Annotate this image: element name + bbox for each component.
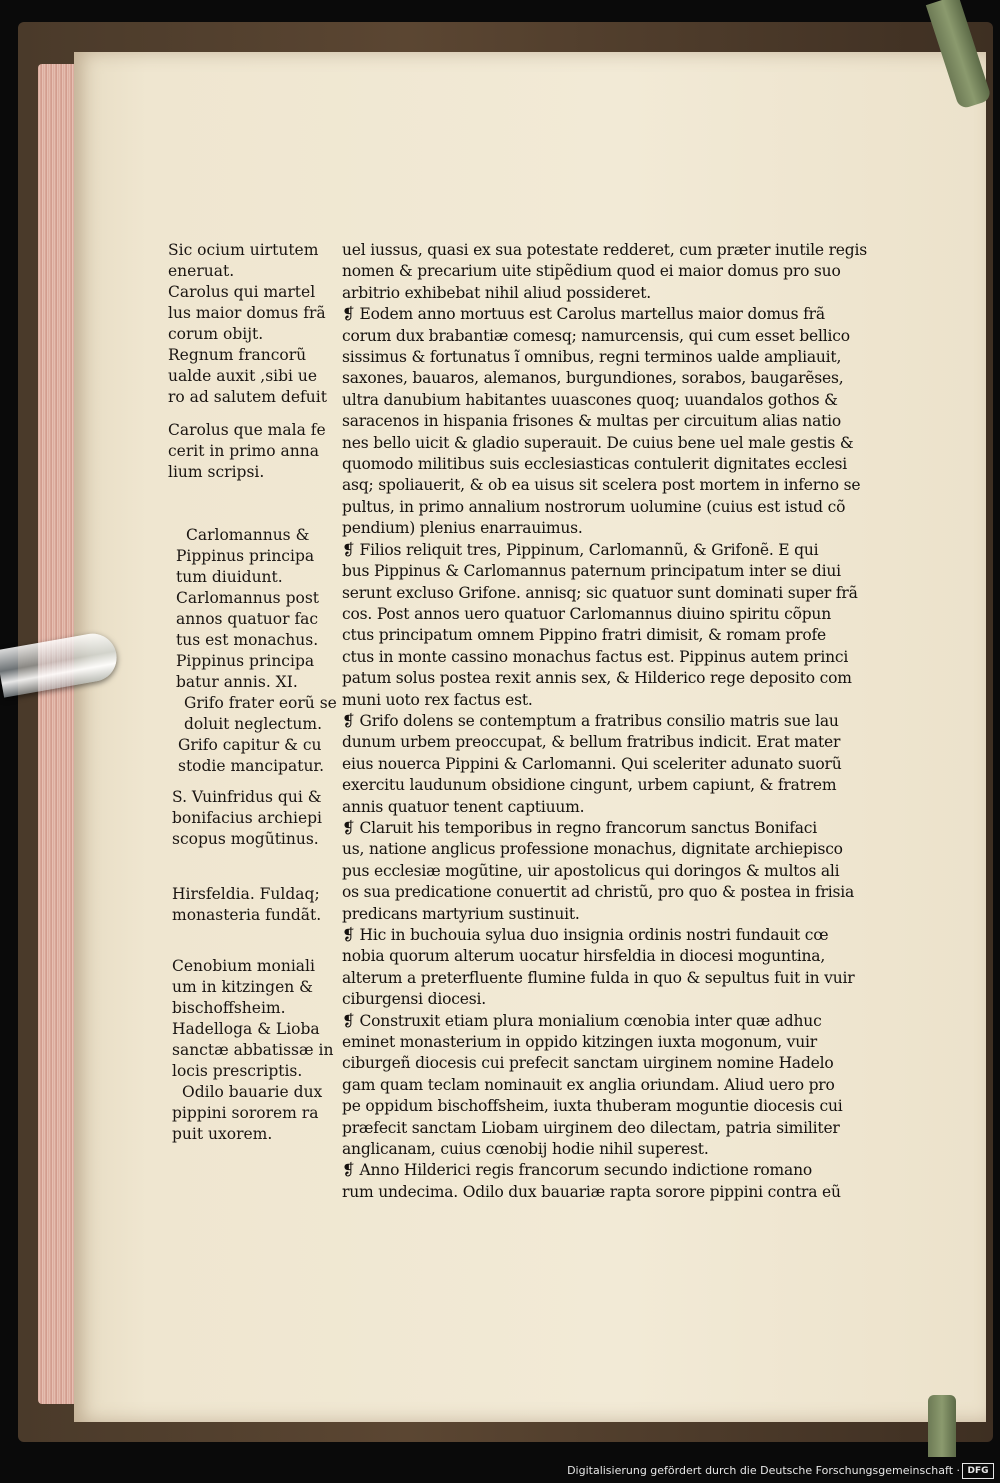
margin-note — [168, 1019, 338, 1082]
margin-note-line: Odilo bauarie dux — [182, 1083, 323, 1101]
paragraph — [342, 711, 852, 818]
text-line: saxones, bauaros, alemanos, burgundiones, sorabos, baugarẽses, — [342, 369, 844, 388]
paragraph — [342, 925, 855, 1011]
text-line: quomodo militibus suis ecclesiasticas contulerit dignitates ecclesi — [342, 455, 848, 474]
funding-credit: Digitalisierung gefördert durch die Deutsche Forschungsgemeinschaft · — [567, 1464, 960, 1477]
margin-note-line: annos quatuor fac — [176, 610, 319, 628]
margin-note-line: Grifo frater eorũ se — [184, 694, 337, 712]
margin-note — [168, 282, 338, 345]
text-line: annis quatuor tenent captiuum. — [342, 797, 585, 816]
margin-note-line: Hirsfeldia. Fuldaq; — [172, 885, 320, 903]
margin-note-line: tus est monachus. — [176, 631, 319, 649]
text-line: uel iussus, quasi ex sua potestate redderet, cum præter inutile regis — [342, 241, 867, 259]
text-line: eius nouerca Pippini & Carlomanni. Qui sceleriter adunato suorũ — [342, 754, 842, 773]
margin-note — [168, 420, 338, 483]
paragraph — [342, 1011, 852, 1161]
text-line: saracenos in hispania frisones & multas per circuitum alias natio — [342, 412, 842, 431]
margin-notes-column — [168, 240, 338, 1145]
text-line: pus ecclesiæ mogũtine, uir apostolicus qui doringos & multos ali — [342, 861, 840, 880]
margin-note-line: Sic ocium uirtutem — [168, 241, 319, 259]
margin-note-line: Pippinus principa — [176, 547, 315, 565]
paragraph — [342, 818, 855, 925]
margin-note-line: puit uxorem. — [172, 1125, 273, 1143]
margin-note-line: tum diuidunt. — [176, 568, 283, 586]
text-line: ctus in monte cassino monachus factus est. Pippinus autem princi — [342, 647, 849, 666]
margin-note-line: lus maior domus frã — [168, 304, 326, 322]
text-line: exercitu laudunum obsidione cingunt, urbem capiunt, & fratrem — [342, 776, 837, 795]
margin-note-line: cerit in primo anna — [168, 442, 319, 460]
margin-note-line: Carolus qui martel — [168, 283, 316, 301]
text-line: asq; spoliauerit, & ob ea uisus sit scelera post mortem in inferno se — [342, 476, 861, 495]
text-line: nes bello uicit & gladio superauit. De cuius bene uel male gestis & — [342, 433, 854, 452]
margin-note-line: batur annis. XI. — [176, 673, 298, 691]
margin-note-line: Cenobium moniali — [172, 957, 315, 975]
main-text-column — [342, 240, 867, 1203]
margin-note-line: Regnum francorũ — [168, 346, 307, 364]
text-line: ❡ Construxit etiam plura monialium cœnobia inter quæ adhuc — [342, 1011, 822, 1030]
margin-note — [168, 956, 338, 1019]
text-line: pendium) plenius enarrauimus. — [342, 519, 583, 538]
text-line: ❡ Anno Hilderici regis francorum secundo indictione romano — [342, 1161, 812, 1180]
text-line: ❡ Eodem anno mortuus est Carolus martellus maior domus frã — [342, 305, 825, 324]
margin-note-line: pippini sororem ra — [172, 1104, 319, 1122]
dfg-logo: DFG — [962, 1463, 994, 1479]
text-line: ciburgensi diocesi. — [342, 990, 486, 1009]
text-line: cos. Post annos uero quatuor Carlomannus diuino spiritu cõpun — [342, 604, 831, 623]
text-line: rum undecima. Odilo dux bauariæ rapta sorore pippini contra eũ — [342, 1182, 841, 1201]
margin-note — [168, 345, 338, 408]
text-line: alterum a preterfluente flumine fulda in quo & sepultus fuit in vuir — [342, 968, 855, 987]
margin-note-line: monasteria fundãt. — [172, 906, 322, 924]
text-line: nobia quorum alterum uocatur hirsfeldia in diocesi moguntina, — [342, 947, 826, 966]
text-line: arbitrio exhibebat nihil aliud possideret. — [342, 283, 651, 302]
margin-note-line: bischoffsheim. — [172, 999, 286, 1017]
margin-note-line: doluit neglectum. — [184, 715, 323, 733]
margin-note-line: scopus mogũtinus. — [172, 830, 319, 848]
margin-note-line: lium scripsi. — [168, 463, 265, 481]
margin-note-line: Carlomannus & — [186, 526, 310, 544]
text-line: anglicanam, cuius cœnobij hodie nihil superest. — [342, 1140, 709, 1159]
margin-note-line: Carolus que mala fe — [168, 421, 326, 439]
margin-note-line: S. Vuinfridus qui & — [172, 788, 322, 806]
margin-note-line: ualde auxit ,sibi ue — [168, 367, 318, 385]
text-line: nomen & precarium uite stipẽdium quod ei maior domus pro suo — [342, 262, 841, 281]
text-line: ❡ Hic in buchouia sylua duo insignia ordinis nostri fundauit cœ — [342, 926, 829, 944]
margin-note-line: ro ad salutem defuit — [168, 388, 327, 406]
text-line: gam quam teclam nominauit ex anglia oriundam. Aliud uero pro — [342, 1075, 835, 1094]
paragraph — [342, 304, 861, 539]
margin-note-line: Carlomannus post — [176, 589, 320, 607]
footer-bar — [0, 1457, 1000, 1483]
margin-note-line: locis prescriptis. — [172, 1062, 303, 1080]
margin-note-line: bonifacius archiepi — [172, 809, 322, 827]
text-line: pultus, in primo annalium nostrorum uolumine (cuius est istud cõ — [342, 497, 846, 516]
paragraph — [342, 540, 858, 711]
margin-note — [168, 240, 338, 282]
margin-note-line: Hadelloga & Lioba — [172, 1020, 320, 1038]
text-line: eminet monasterium in oppido kitzingen iuxta mogonum, vuir — [342, 1033, 817, 1052]
margin-note-line: stodie mancipatur. — [178, 757, 325, 775]
text-line: muni uoto rex factus est. — [342, 690, 533, 709]
text-line: os sua predicatione conuertit ad christũ, pro quo & postea in frisia — [342, 883, 855, 902]
margin-note-line: eneruat. — [168, 262, 235, 280]
margin-note — [168, 525, 338, 588]
text-line: dunum urbem preoccupat, & bellum fratribus indicit. Erat mater — [342, 733, 841, 752]
text-line: ctus principatum omnem Pippino fratri dimisit, & romam profe — [342, 626, 826, 645]
margin-note-line: um in kitzingen & — [172, 978, 313, 996]
text-line: predicans martyrium sustinuit. — [342, 904, 580, 923]
margin-note — [168, 588, 338, 651]
text-line: præfecit sanctam Liobam uirginem deo dilectam, patria similiter — [342, 1118, 840, 1137]
margin-note — [168, 693, 338, 735]
text-line: ❡ Grifo dolens se contemptum a fratribus consilio matris sue lau — [342, 711, 839, 730]
margin-note-line: Grifo capitur & cu — [178, 736, 322, 754]
margin-note-line: Pippinus principa — [176, 652, 315, 670]
margin-note — [168, 787, 338, 850]
text-line: ciburgeñ diocesis cui prefecit sanctam uirginem nomine Hadelo — [342, 1054, 834, 1073]
margin-note-line: sanctæ abbatissæ in — [172, 1041, 334, 1059]
text-line: ❡ Filios reliquit tres, Pippinum, Carlomannũ, & Grifonẽ. E qui — [342, 540, 819, 559]
text-line: us, natione anglicus professione monachus, dignitate archiepisco — [342, 840, 843, 859]
margin-note — [168, 735, 338, 777]
text-line: patum solus postea rexit annis sex, & Hilderico rege deposito com — [342, 669, 852, 688]
paragraph — [342, 240, 867, 304]
text-line: ❡ Claruit his temporibus in regno francorum sanctus Bonifaci — [342, 818, 818, 837]
margin-note — [168, 884, 338, 926]
margin-note — [168, 651, 338, 693]
margin-note-line: corum obijt. — [168, 325, 264, 343]
paragraph — [342, 1160, 852, 1203]
text-line: sissimus & fortunatus ĩ omnibus, regni terminos ualde ampliauit, — [342, 348, 842, 367]
text-line: pe oppidum bischoffsheim, iuxta thuberam moguntie diocesis cui — [342, 1097, 843, 1116]
text-line: corum dux brabantiæ comesq; namurcensis, qui cum esset bellico — [342, 326, 850, 345]
text-line: bus Pippinus & Carlomannus paternum principatum inter se diui — [342, 562, 841, 581]
text-line: ultra danubium habitantes uuascones quoq; uuandalos gothos & — [342, 390, 838, 409]
text-line: serunt excluso Grifone. annisq; sic quatuor sunt dominati super frã — [342, 583, 858, 602]
margin-note — [168, 1082, 338, 1145]
